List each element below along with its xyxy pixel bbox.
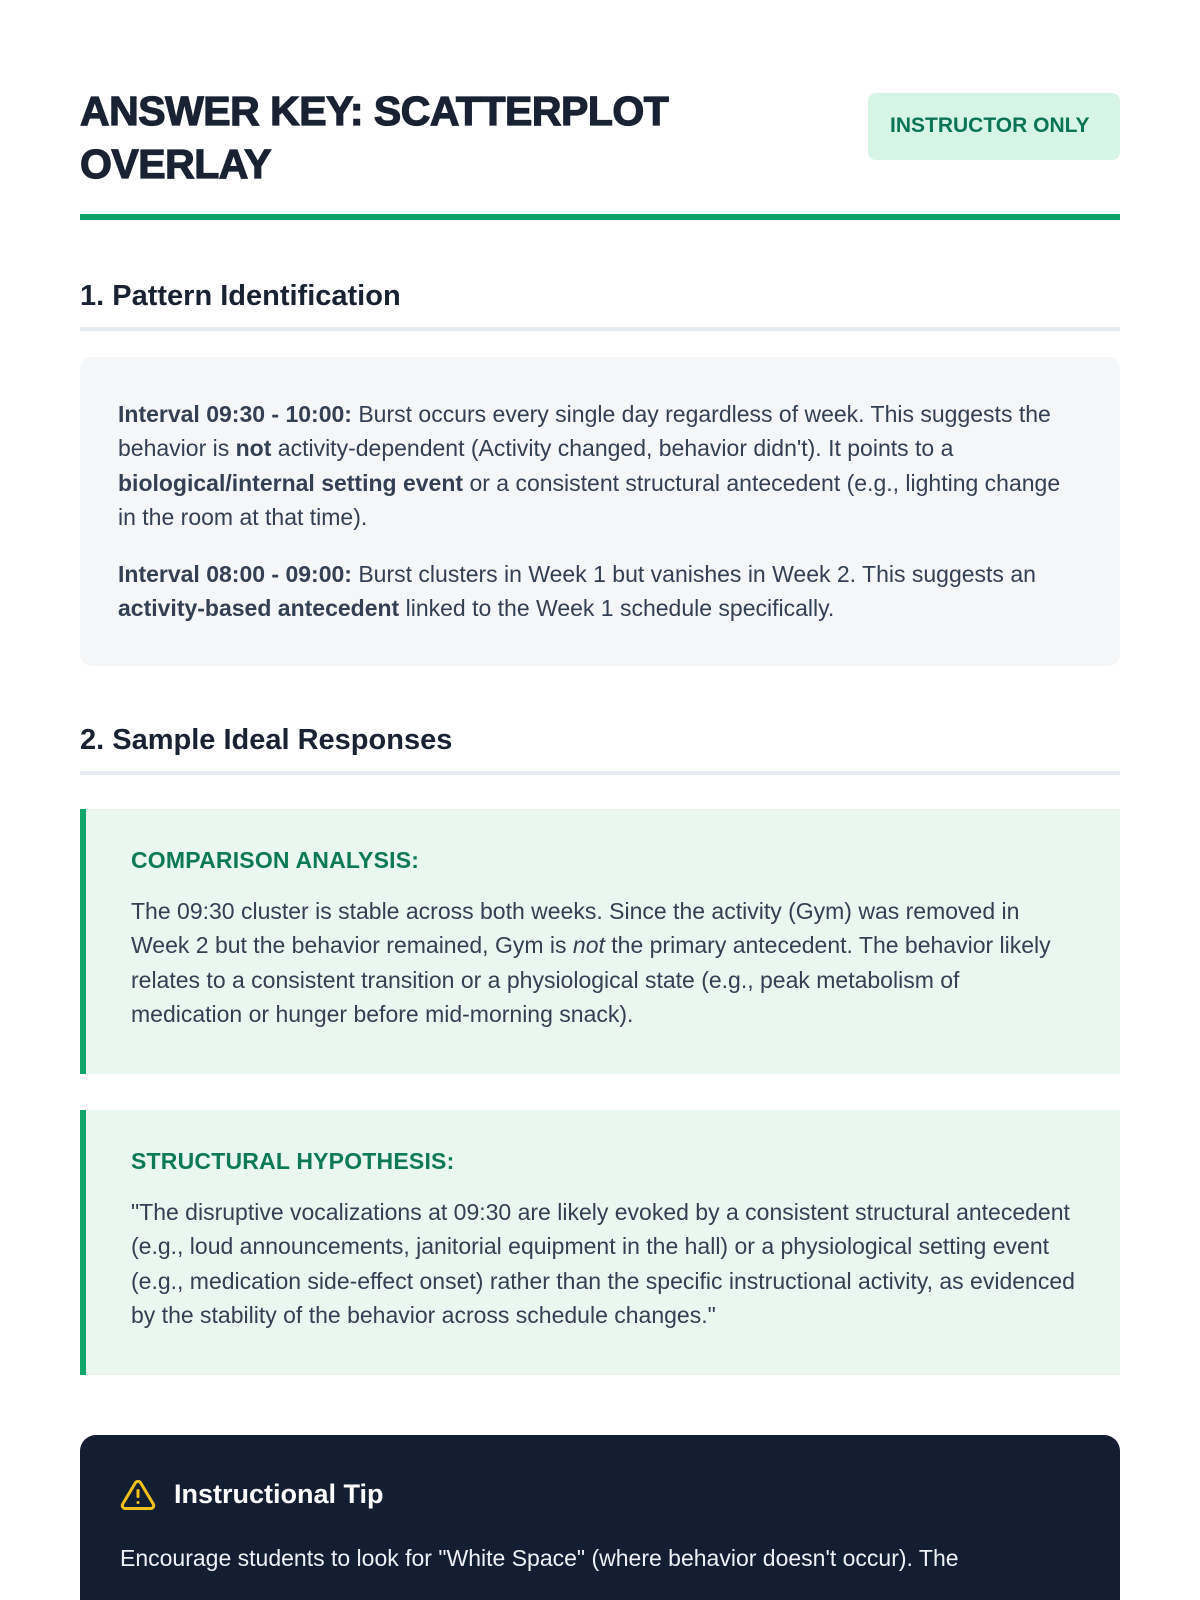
- pattern-paragraph-1: Interval 09:30 - 10:00: Burst occurs every single day regardless of week. This suggests the behavior is not activity-dependent (Activity changed, behavior didn't). It points to a biological/internal setting event or a consistent structural antecedent (e.g., lighting change in the room at that time).: [118, 400, 1061, 531]
- page-title: ANSWER KEY: SCATTERPLOT OVERLAY: [80, 88, 669, 188]
- warning-triangle-icon: [120, 1477, 156, 1513]
- comparison-analysis-label: COMPARISON ANALYSIS:: [131, 846, 420, 873]
- section-1-heading: 1. Pattern Identification: [80, 280, 1120, 331]
- structural-hypothesis-body: "The disruptive vocalizations at 09:30 are likely evoked by a consistent structural antecedent (e.g., loud announcements, janitorial equipment in the hall) or a physiological setting event (e.g., medication side-effect onset) rather than the specific instructional activity, as evidenced by the stability of the behavior across schedule changes.": [131, 1198, 1075, 1329]
- masthead: [80, 85, 1120, 192]
- instructional-tip-body: Encourage students to look for "White Space" (where behavior doesn't occur). The: [120, 1544, 959, 1571]
- comparison-analysis-body: The 09:30 cluster is stable across both weeks. Since the activity (Gym) was removed in Week 2 but the behavior remained, Gym is not the primary antecedent. The behavior likely relates to a consistent transition or a physiological state (e.g., peak metabolism of medication or hunger before mid-morning snack).: [131, 897, 1051, 1028]
- pattern-identification-card: [80, 357, 1120, 666]
- pattern-paragraph-2: Interval 08:00 - 09:00: Burst clusters in Week 1 but vanishes in Week 2. This suggests an activity-based antecedent linked to the Week 1 schedule specifically.: [118, 560, 1036, 622]
- instructional-tip-title: Instructional Tip: [174, 1479, 384, 1510]
- comparison-analysis-card: [80, 809, 1120, 1074]
- structural-hypothesis-card: [80, 1110, 1120, 1375]
- section-pattern-identification: [80, 280, 1120, 666]
- title-divider: [80, 214, 1120, 220]
- instructor-only-badge: INSTRUCTOR ONLY: [868, 93, 1120, 160]
- section-2-heading: 2. Sample Ideal Responses: [80, 724, 1120, 775]
- section-sample-responses: [80, 724, 1120, 1375]
- instructional-tip-header: [120, 1477, 1080, 1513]
- instructional-tip-card: [80, 1435, 1120, 1600]
- structural-hypothesis-label: STRUCTURAL HYPOTHESIS:: [131, 1147, 455, 1174]
